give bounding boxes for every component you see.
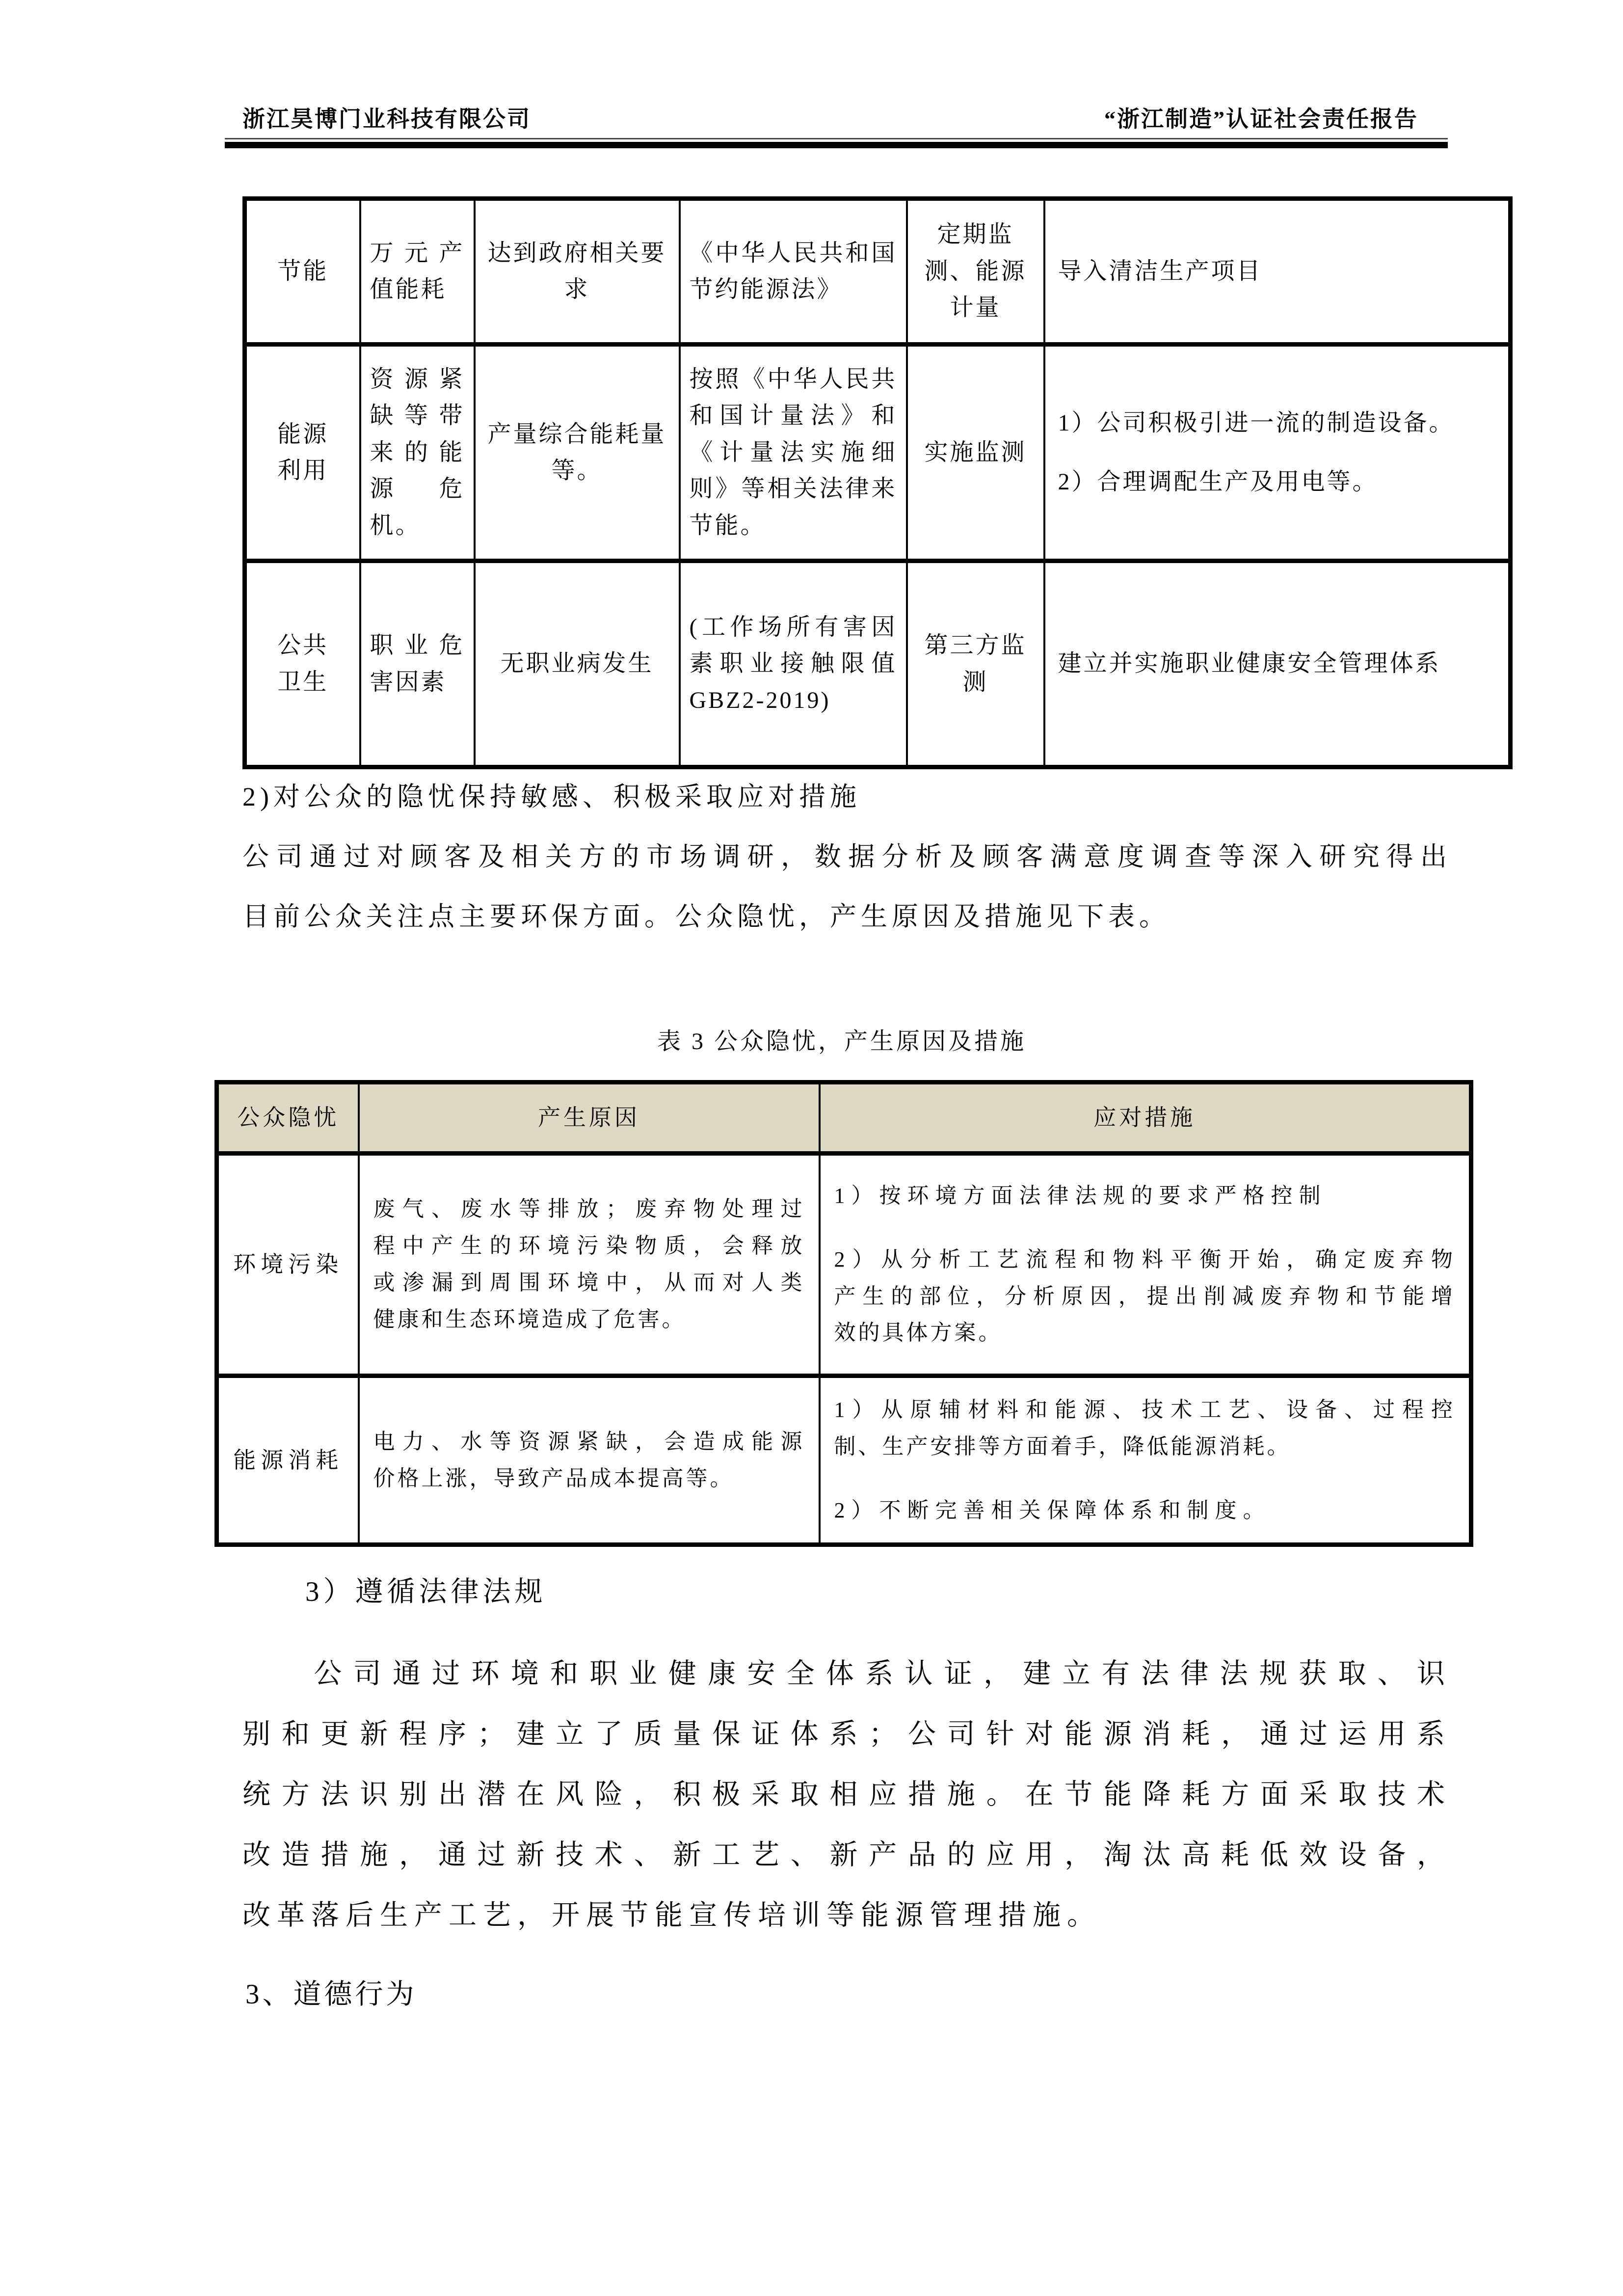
measures-cell: 建立并实施职业健康安全管理体系 [1044,561,1511,767]
topic-cell: 能源利用 [245,345,360,561]
header-rule [225,138,1448,148]
header-rule-thick-line [225,142,1448,148]
measure-item: 1）从原辅材料和能源、技术工艺、设备、过程控 制、生产安排等方面着手，降低能源消耗。 [834,1398,1455,1459]
monitoring-cell: 实施监测 [907,345,1044,561]
indicator-cell: 职业危害因素 [360,561,475,767]
monitoring-cell: 定期监测、能源计量 [907,199,1044,345]
column-header-measure: 应对措施 [820,1082,1471,1154]
responsibility-topics-table [242,196,1513,769]
table-row-energy-saving [245,199,1511,345]
target-cell: 产量综合能耗量等。 [475,345,680,561]
law-cell: (工作场所有害因素职业接触限值GBZ2-2019) [680,561,907,767]
section-2-paragraph: 公司通过对顾客及相关方的市场调研，数据分析及顾客满意度调查等深入研究得出 目前公众关注点主要环保方面。公众隐忧，产生原因及措施见下表。 [242,842,1451,932]
concern-label-cell: 环境污染 [217,1154,359,1376]
target-cell: 达到政府相关要求 [475,199,680,345]
law-cell: 按照《中华人民共和国计量法》和《计量法实施细则》等相关法律来节能。 [680,345,907,561]
section-3-heading: 3）遵循法律法规 [305,1576,547,1607]
table-row-energy-use [245,345,1511,561]
page-header [242,101,1418,134]
indicator-cell: 资源紧缺等带来的能源危机。 [360,345,475,561]
measures-cell: 导入清洁生产项目 [1044,199,1511,345]
topic-cell: 公共卫生 [245,561,360,767]
table-row-energy-consumption [217,1376,1471,1545]
measure-cell [820,1376,1471,1545]
public-concerns-table [214,1080,1473,1547]
header-rule-thin-line [225,138,1448,139]
cause-cell: 电力、水等资源紧缺，会造成能源 价格上涨，导致产品成本提高等。 [359,1376,820,1545]
section-2-block [242,767,1451,946]
measure-item: 2）不断完善相关保障体系和制度。 [834,1498,1271,1522]
table-row-public-health [245,561,1511,767]
table-3-title: 表 3 公众隐忧，产生原因及措施 [657,1028,1026,1054]
indicator-cell: 万元产值能耗 [360,199,475,345]
column-header-concern: 公众隐忧 [217,1082,359,1154]
table-header-row [217,1082,1471,1154]
measure-cell [820,1154,1471,1376]
concern-label-cell: 能源消耗 [217,1376,359,1545]
section-2-heading: 2)对公众的隐忧保持敏感、积极采取应对措施 [242,782,861,811]
section-3-paragraph: 公司通过环境和职业健康安全体系认证，建立有法律法规获取、识 别和更新程序；建立了质量保证体系；公司针对能源消耗，通过运用系 统方法识别出潜在风险，积极采取相应措施。在节能降耗方面采取技术 改造措施，通过新技术、新工艺、新产品的应用，淘汰高耗低效设备， 改革落后生产工艺，开展节能宣传培训等能源管理措施。 [242,1658,1451,1931]
monitoring-cell: 第三方监测 [907,561,1044,767]
column-header-cause: 产生原因 [359,1082,820,1154]
measure-item: 1）按环境方面法律法规的要求严格控制 [834,1183,1327,1208]
section-4-heading: 3、道德行为 [245,1979,417,2010]
company-name: 浙江昊博门业科技有限公司 [242,107,531,132]
measures-cell [1044,345,1511,561]
report-title: “浙江制造”认证社会责任报告 [1104,107,1418,132]
target-cell: 无职业病发生 [475,561,680,767]
cause-cell: 废气、废水等排放；废弃物处理过 程中产生的环境污染物质，会释放 或渗漏到周围环境中，从而对人类 健康和生态环境造成了危害。 [359,1154,820,1376]
measure-item: 2）从分析工艺流程和物料平衡开始，确定废弃物 产生的部位，分析原因，提出削减废弃物和节能增 效的具体方案。 [834,1247,1455,1345]
topic-cell: 节能 [245,199,360,345]
measure-item: 2）合理调配生产及用电等。 [1058,469,1378,495]
law-cell: 《中华人民共和国节约能源法》 [680,199,907,345]
measure-item: 1）公司积极引进一流的制造设备。 [1058,409,1455,436]
table-row-pollution [217,1154,1471,1376]
